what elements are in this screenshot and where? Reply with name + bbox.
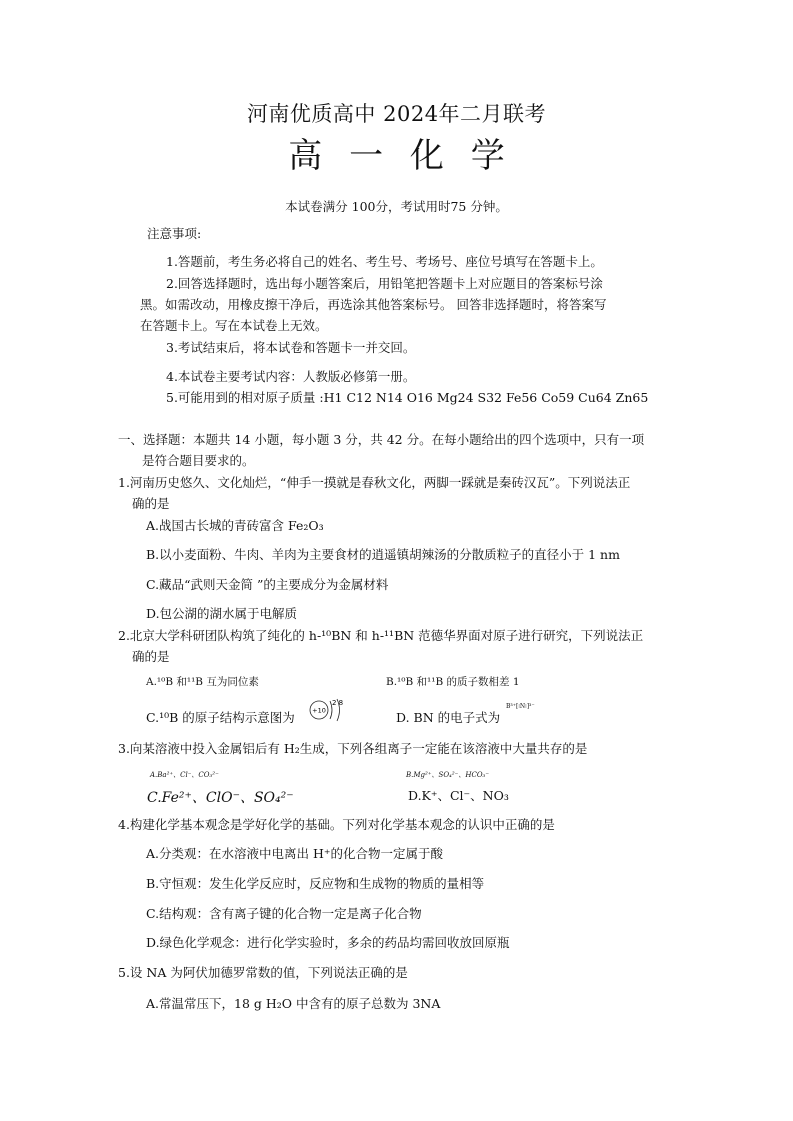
q3-option-a: A.Ba²⁺、Cl⁻、CO₃²⁻ [150,771,219,779]
notice-item: 1.答题前，考生务必将自己的姓名、考生号、考场号、座位号填写在答题卡上。 [166,254,603,269]
notice-item: 3.考试结束后，将本试卷和答题卡一并交回。 [166,340,416,355]
notice-item: 2.回答选择题时，选出每小题答案后，用铅笔把答题卡上对应题目的答案标号涂 [166,276,603,291]
q2-option-c: C.¹⁰B 的原子结构示意图为 [146,710,295,725]
notice-heading: 注意事项: [147,226,202,241]
section-heading-cont: 是符合题目要求的。 [142,453,255,468]
question-2-stem-cont: 确的是 [132,649,170,664]
notice-item: 5.可能用到的相对原子质量 :H1 C12 N14 O16 Mg24 S32 Fe56 Co59 Cu64 Zn65 [166,390,649,405]
q4-option-c: C.结构观：含有离子键的化合物一定是离子化合物 [146,906,422,921]
subject-title [0,128,793,177]
nucleus-charge: +10 [312,706,326,715]
q1-option-a: A.战国古长城的青砖富含 Fe₂O₃ [146,518,324,533]
q3-option-c: C.Fe²⁺、ClO⁻、SO₄²⁻ [147,790,294,806]
question-5-stem: 5.设 NA 为阿伏加德罗常数的值，下列说法正确的是 [118,965,408,980]
subject-char: 高 [288,136,323,176]
subject-char: 化 [409,136,444,176]
question-2-stem: 2.北京大学科研团队构筑了纯化的 h-¹⁰BN 和 h-¹¹BN 范德华界面对原子进行研究，下列说法正 [118,628,644,643]
subject-char: 学 [470,136,505,176]
question-1-stem-cont: 确的是 [132,496,170,511]
score-time-note: 本试卷满分 100分，考试用时75 分钟。 [285,199,508,214]
q1-option-b: B.以小麦面粉、牛肉、羊肉为主要食材的逍遥镇胡辣汤的分散质粒子的直径小于 1 nm [146,547,620,562]
q3-option-b: B.Mg²⁺、SO₄²⁻、HCO₃⁻ [406,771,490,779]
question-4-stem: 4.构建化学基本观念是学好化学的基础。下列对化学基本观念的认识中正确的是 [118,817,555,832]
notice-item: 黑。如需改动，用橡皮擦干净后，再选涂其他答案标号。 回答非选择题时，将答案写 [140,297,607,312]
notice-item: 在答题卡上。写在本试卷上无效。 [140,318,328,333]
question-1-stem: 1.河南历史悠久、文化灿烂，“伸手一摸就是春秋文化，两脚一踩就是秦砖汉瓦”。下列说法正 [118,475,631,490]
q4-option-b: B.守恒观：发生化学反应时，反应物和生成物的物质的量相等 [146,876,485,891]
q4-option-a: A.分类观：在水溶液中电离出 H⁺的化合物一定属于酸 [146,846,443,861]
q5-option-a: A.常温常压下，18 g H₂O 中含有的原子总数为 3NA [146,996,441,1011]
bn-electron-formula: B³⁺[∶N∶]³⁻ [506,703,535,710]
q1-option-d: D.包公湖的湖水属于电解质 [146,606,298,621]
q4-option-d: D.绿色化学观念：进行化学实验时，多余的药品均需回收放回原瓶 [146,935,510,950]
section-heading: 一、选择题：本题共 14 小题，每小题 3 分，共 42 分。在每小题给出的四个选项中，只有一项 [118,432,645,447]
shell-electrons: 2 8 [332,699,344,707]
exam-title: 河南优质高中 2024年二月联考 [246,102,547,126]
question-3-stem: 3.向某溶液中投入金属铝后有 H₂生成，下列各组离子一定能在该溶液中大量共存的是 [118,741,588,756]
q2-option-a: A.¹⁰B 和¹¹B 互为同位素 [146,676,259,688]
subject-char: 一 [349,136,384,176]
atomic-structure-diagram [308,696,352,726]
q3-option-d: D.K⁺、Cl⁻、NO₃ [408,788,509,803]
notice-item: 4.本试卷主要考试内容：人教版必修第一册。 [166,369,416,384]
q2-option-b: B.¹⁰B 和¹¹B 的质子数相差 1 [386,676,520,688]
q1-option-c: C.藏品“武则天金简 ”的主要成分为金属材料 [146,577,389,592]
q2-option-d: D. BN 的电子式为 [396,710,501,725]
